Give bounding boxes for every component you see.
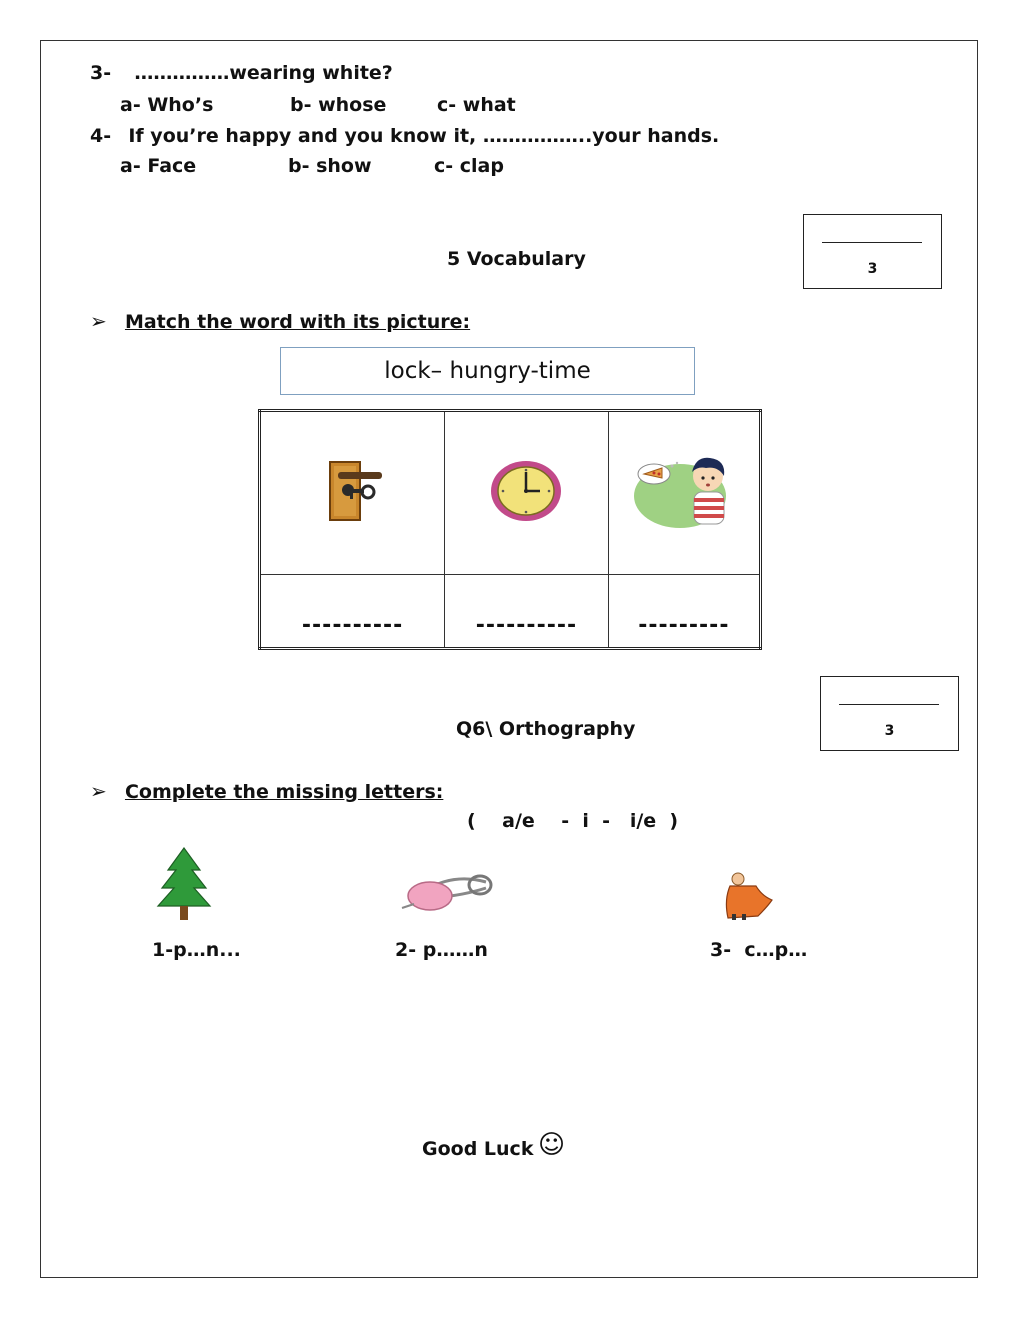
safety-pin-picture [400,868,496,914]
missing-letters-hint: ( a/e - i - i/e ) [467,810,679,832]
vocabulary-instruction: Match the word with its picture: [124,311,471,333]
cape-picture [718,870,774,922]
answer-blank: ---------- [475,612,578,638]
match-table [258,409,762,650]
good-luck-text: Good Luck [422,1138,534,1160]
score-blank-line [822,242,922,243]
picture-cell [445,411,609,575]
question-4 [90,125,719,147]
word-bank: lock– hungry-time [280,347,695,395]
question-4-option-a: a- Face [120,155,197,177]
orthography-score-box [820,676,959,751]
arrow-bullet-icon: ➢ [90,309,107,333]
vocabulary-score-box [803,214,942,289]
question-3-option-a: a- Who’s [120,94,214,116]
question-3 [90,62,393,84]
score-blank-line [839,704,939,705]
question-3-text: ……………wearing white? [134,62,393,84]
wall-clock-picture [488,458,564,524]
item-2-label: 2- p……n [395,939,488,961]
arrow-bullet-icon: ➢ [90,779,107,803]
item-3-label: 3- c…p… [710,939,808,961]
pine-tree-picture [154,846,214,922]
orthography-instruction: Complete the missing letters: [124,781,444,803]
hungry-boy-picture [632,450,736,532]
orthography-title: Q6\ Orthography [456,718,636,740]
orthography-score: 3 [884,723,895,739]
question-4-number: 4- [90,125,112,147]
picture-cell [260,411,445,575]
answer-cell[interactable] [260,575,445,649]
question-4-option-c: c- clap [434,155,504,177]
question-3-option-b: b- whose [290,94,387,116]
answer-blank: ---------- [301,612,404,638]
answer-cell[interactable] [608,575,760,649]
smiley-icon: ☺ [538,1130,566,1160]
vocabulary-title: 5 Vocabulary [447,248,586,270]
answer-cell[interactable] [445,575,609,649]
picture-cell [608,411,760,575]
answer-blank: --------- [638,612,730,638]
orthography-instruction-row [90,779,443,803]
question-4-option-b: b- show [288,155,372,177]
vocabulary-score: 3 [867,261,878,277]
question-3-option-c: c- what [437,94,516,116]
question-4-text: If you’re happy and you know it, ……………..your hands. [128,125,720,147]
item-1-label: 1-p…n... [152,939,241,961]
door-lock-key-picture [318,456,388,526]
vocabulary-instruction-row [90,309,470,333]
question-3-number: 3- [90,62,112,84]
